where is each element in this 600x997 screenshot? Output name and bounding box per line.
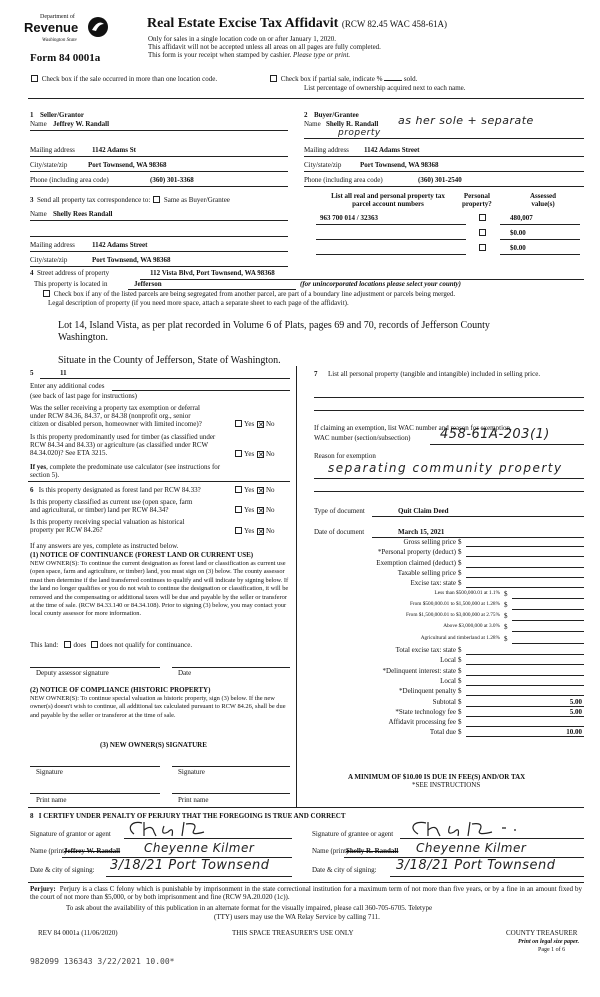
buyer-phone-line	[304, 186, 584, 187]
no-label: No	[265, 527, 275, 535]
title-text: Real Estate Excise Tax Affidavit	[147, 16, 339, 31]
dollar-sign: $	[458, 697, 462, 706]
tax-tier-label: From $500,000.01 to $1,500,000 at 1.28%	[409, 600, 500, 607]
section1-num: 1	[30, 111, 34, 119]
buyer-city-label: City/state/zip	[304, 161, 342, 169]
historic-question	[30, 518, 230, 534]
assessed-head	[530, 192, 556, 208]
washington-state-label: Washington State	[42, 38, 77, 43]
section3-label: Send all property tax correspondence to:	[37, 196, 151, 204]
dollar-sign: $	[458, 707, 462, 716]
forest-no-checkbox[interactable]: ✕	[257, 487, 264, 495]
does-not-label: does not qualify for continuance.	[99, 641, 193, 649]
amount-line	[466, 736, 584, 737]
s3-name[interactable]: Shelly Rees Randall	[53, 210, 113, 218]
seller-city-line	[30, 171, 288, 172]
amount-label: Affidavit processing fee	[388, 718, 456, 727]
buyer-mail-line	[304, 156, 584, 157]
grantor-date-city[interactable]: 3/18/21 Port Townsend	[110, 858, 270, 873]
grantor-signature[interactable]	[124, 818, 224, 840]
dollar-sign: $	[458, 558, 462, 567]
reason-label: Reason for exemption	[314, 452, 376, 460]
amount-line	[512, 620, 584, 621]
yes-label: Yes	[244, 420, 255, 428]
amount-value[interactable]: 5.00	[569, 707, 582, 716]
exemption-question	[30, 404, 230, 428]
parcel-value-3[interactable]: $0.00	[510, 244, 526, 252]
deputy-line	[30, 667, 160, 668]
perjury-label: Perjury:	[30, 885, 56, 893]
perjury-divider	[28, 882, 584, 883]
grantee-signature[interactable]	[406, 818, 536, 840]
partial-sale-row	[269, 75, 417, 83]
section4-row	[30, 269, 109, 277]
buyer-mail[interactable]: 1142 Adams Street	[364, 146, 420, 154]
grantor-sig-line	[124, 838, 292, 839]
print-label-1: Print name	[36, 796, 67, 804]
amount-line	[466, 726, 584, 727]
form-title	[147, 16, 447, 32]
dollar-sign: $	[458, 538, 462, 546]
s3-mail-label: Mailing address	[30, 241, 75, 249]
q1b: under RCW 84.36, 84.37, or 84.38 (nonprofit org., senior	[30, 412, 191, 421]
section3-num: 3	[30, 196, 34, 204]
buyer-city-line	[304, 171, 584, 172]
deputy-date-label: Date	[178, 669, 192, 677]
legal-text-2[interactable]: Washington.	[58, 332, 109, 343]
seller-name-label: Name	[30, 120, 47, 128]
personal-checkbox-1[interactable]	[479, 214, 486, 221]
notice2-heading: (2) NOTICE OF COMPLIANCE (HISTORIC PROPERTY)	[30, 686, 211, 694]
does-checkbox[interactable]	[64, 641, 71, 648]
grantee-print-label: Name (print)	[312, 847, 349, 855]
grantee-hand-name[interactable]: Cheyenne Kilmer	[416, 841, 527, 855]
cashier-stamp: 982099 136343 3/22/2021 10.00*	[30, 957, 175, 966]
multi-location-label: Check box if the sale occurred in more than one location code.	[41, 75, 218, 83]
amount-line	[466, 716, 584, 717]
q1-yes-checkbox[interactable]	[235, 420, 242, 427]
same-as-buyer-label: Same as Buyer/Grantee	[163, 196, 230, 204]
amount-label: *State technology fee	[395, 707, 456, 716]
perjury-body: Perjury is a class C felony which is punishable by imprisonment in the state correctional institution for a maximum term of not more than five years, or by a fine in an amount fixed by the court of not more than $5,000, or by both imprisonment and fine (RCW 9A.20.020 (1c)).	[30, 885, 582, 902]
deputy-label: Deputy assessor signature	[36, 669, 109, 677]
multi-location-checkbox-row	[30, 75, 217, 83]
q2-yes-no	[234, 450, 275, 458]
dollar-sign: $	[504, 589, 508, 598]
doc-date-label: Date of document	[314, 528, 365, 536]
perjury-text	[30, 885, 582, 901]
dollar-sign: $	[504, 600, 508, 609]
amount-label: *Delinquent interest: state	[382, 666, 456, 675]
grantee-date-line	[390, 876, 584, 877]
grantee-date-city[interactable]: 3/18/21 Port Townsend	[396, 858, 556, 873]
buyer-hand-note: as her sole + separate	[398, 114, 534, 127]
amount-label: Total due	[429, 728, 456, 737]
seller-name[interactable]: Jeffrey W. Randall	[53, 120, 110, 128]
doc-date-value[interactable]: March 15, 2021	[398, 528, 445, 536]
q1-yes-no	[234, 420, 275, 428]
percent-field[interactable]	[384, 80, 402, 81]
current-use-question	[30, 498, 230, 514]
s3-mail[interactable]: 1142 Adams Street	[92, 241, 148, 249]
rev-label: REV 84 0001a (11/06/2020)	[38, 929, 118, 937]
s3-name-line	[30, 220, 288, 221]
street-address[interactable]: 112 Vista Blvd, Port Townsend, WA 98368	[150, 269, 275, 277]
hist-yes-checkbox[interactable]	[235, 527, 242, 534]
dollar-sign: $	[458, 656, 462, 665]
reason-line-2	[314, 491, 584, 492]
tax-tier-label: From $1,500,000.01 to $3,000,000 at 2.75%	[405, 612, 500, 619]
segregate-checkbox[interactable]	[43, 290, 50, 297]
historic-yes-no	[234, 527, 275, 535]
amount-label: *Delinquent penalty	[399, 687, 456, 696]
new-owner-sig-heading: (3) NEW OWNER(S) SIGNATURE	[100, 741, 207, 749]
tax-tier-label: Agricultural and timberland at 1.28%	[420, 634, 500, 641]
amount-label: Exemption claimed (deduct)	[376, 558, 456, 567]
grantor-sig-label: Signature of grantor or agent	[30, 830, 111, 838]
dollar-sign: $	[504, 623, 508, 632]
form-number: Form 84 0001a	[30, 52, 101, 64]
print-line-1[interactable]	[30, 793, 160, 794]
dollar-sign: $	[458, 568, 462, 577]
amount-line	[466, 664, 584, 665]
ownership-note: List percentage of ownership acquired next to each name.	[304, 84, 466, 92]
section7-num: 7	[314, 370, 318, 378]
wac-number[interactable]: 458-61A-203(1)	[440, 427, 550, 442]
column-divider	[296, 366, 297, 808]
legal-text-1[interactable]: Lot 14, Island Vista, as per plat recorded in Volume 6 of Plats, pages 69 and 70, records of Jefferson County	[58, 320, 490, 331]
buyer-name-label: Name	[304, 120, 321, 128]
section8-num: 8	[30, 812, 34, 820]
timber-question	[30, 433, 230, 457]
amount-line	[466, 706, 584, 707]
s3-name-label: Name	[30, 210, 47, 218]
parcel-value-line-3	[500, 254, 580, 255]
amount-line	[466, 577, 584, 578]
partial-sale-label: Check box if partial sale, indicate %	[280, 75, 383, 83]
county-note: (for unincorporated locations please select your county)	[300, 280, 461, 288]
exemption-label: If claiming an exemption, list WAC number and reason for exemption.	[314, 424, 512, 432]
header-note-2: This affidavit will not be accepted unless all areas on all pages are fully completed.	[148, 43, 381, 51]
dor-logo	[22, 14, 114, 46]
section2-num: 2	[304, 111, 308, 119]
header-note-3	[148, 51, 350, 59]
does-not-checkbox[interactable]	[91, 641, 98, 648]
county-value[interactable]: Jefferson	[134, 280, 162, 288]
legal-text-3[interactable]: Situate in the County of Jefferson, State of Washington.	[58, 355, 281, 366]
parcel-head-1: List all real and personal property tax	[331, 192, 445, 200]
parcel-head	[318, 192, 458, 208]
s6-divider	[28, 481, 290, 482]
amount-line	[466, 675, 584, 676]
dor-emblem-icon	[86, 16, 110, 38]
this-land-row	[30, 641, 192, 649]
section5-num: 5	[30, 369, 34, 377]
amount-line	[512, 598, 584, 599]
alt-format-1: To ask about the availability of this publication in an alternate format for the visually impaired, please call 360-705-6705. Teletype	[66, 904, 433, 912]
dollar-sign: $	[504, 634, 508, 643]
partial-sale-checkbox[interactable]	[270, 75, 277, 82]
street-label: Street address of property	[37, 269, 110, 277]
amount-line	[466, 556, 584, 557]
this-land-label: This land:	[30, 641, 59, 649]
dollar-sign: $	[458, 548, 462, 557]
grantor-print-label: Name (print)	[30, 847, 67, 855]
forest-yes-checkbox[interactable]	[235, 486, 242, 493]
segregate-label: Check box if any of the listed parcels are being segregated from another parcel, are part of a boundary line adjustment or parcels being merged.	[53, 290, 456, 298]
amount-value[interactable]: 10.00	[566, 728, 582, 737]
section4-num: 4	[30, 269, 34, 277]
grantee-sig-label: Signature of grantee or agent	[312, 830, 394, 838]
amount-label: Local	[440, 676, 456, 685]
s3-city[interactable]: Port Townsend, WA 98368	[92, 256, 171, 264]
amount-label: *Personal property (deduct)	[377, 548, 456, 557]
personal-property-label: List all personal property (tangible and intangible) included in selling price.	[328, 370, 541, 378]
located-label: This property is located in	[34, 280, 108, 288]
forest-label: Is this property designated as forest land per RCW 84.33?	[38, 486, 201, 494]
notice2-text: NEW OWNER(S): To continue special valuation as historic property, sign (3) below. If the new owner(s) doesn't wish to continue, all additional tax calculated pursuant to RCW 84.26, shall be due and payable by the seller or transferor at the time of sale.	[30, 695, 286, 719]
wac-line	[430, 444, 584, 445]
buyer-mail-label: Mailing address	[304, 146, 349, 154]
yes-label: Yes	[244, 527, 255, 535]
q1-no-checkbox[interactable]: ✕	[257, 421, 264, 429]
minimum-note: A MINIMUM OF $10.00 IS DUE IN FEE(S) AND/OR TAX	[348, 773, 526, 781]
legal-paper: Print on legal size paper.	[518, 939, 580, 945]
parcel-number-1[interactable]: 963 700 014 / 32363	[320, 214, 378, 222]
multi-location-checkbox[interactable]	[31, 75, 38, 82]
amount-line	[512, 643, 584, 644]
amount-line	[466, 587, 584, 588]
buyer-name[interactable]: Shelly R. Randall	[326, 120, 379, 128]
dollar-sign: $	[458, 728, 462, 737]
notice1-text: NEW OWNER(S): To continue the current designation as forest land or classification as current use (open space, farm and agriculture, or timber) land, you must sign on (3) below. The county assessor must then determine if the land transferred continues to qualify and will indicate by signing below. If the land no longer qualifies or you do not wish to continue the designation or classification, it will be removed and the compensating or additional taxes will be due and payable by the seller or transferor at the time of sale. (RCW 84.33.140 or 84.34.108). Prior to signing (3) below, you may contact your local county assessor for more information.	[30, 560, 289, 618]
amount-line	[466, 695, 584, 696]
seller-mail-label: Mailing address	[30, 146, 75, 154]
grantee-print-name: Shelly R. Randall	[346, 847, 399, 855]
amount-label: Gross selling price	[403, 538, 456, 546]
buyer-phone[interactable]: (360) 301-2540	[418, 176, 462, 184]
pp-line-1[interactable]	[314, 397, 584, 398]
legal-label: Legal description of property (if you need more space, attach a separate sheet to each page of the affidavit).	[48, 299, 349, 307]
personal-head	[462, 192, 492, 208]
parcel-line-2	[316, 239, 466, 240]
current-use-yes-no	[234, 506, 275, 514]
same-as-buyer-checkbox[interactable]	[153, 196, 160, 203]
amount-line	[512, 631, 584, 632]
no-label: No	[265, 506, 275, 514]
amount-value[interactable]: 5.00	[569, 697, 582, 706]
section3-row	[30, 196, 230, 204]
amount-line	[512, 609, 584, 610]
grantor-hand-name[interactable]: Cheyenne Kilmer	[144, 841, 255, 855]
parcel-head-2: parcel account numbers	[352, 200, 424, 209]
page-number: Page 1 of 6	[538, 947, 566, 953]
yes-label: Yes	[244, 486, 255, 494]
amount-line	[466, 654, 584, 655]
dollar-sign: $	[458, 646, 462, 654]
grantor-date-line	[106, 876, 292, 877]
personal-head-2: property?	[462, 200, 492, 209]
amount-line	[466, 567, 584, 568]
q3b: section 5).	[30, 471, 60, 480]
wac-label: WAC number (section/subsection)	[314, 434, 411, 442]
buyer-heading: Buyer/Grantee	[314, 111, 359, 119]
cu-a: Is this property classified as current use (open space, farm	[30, 498, 193, 506]
doc-type-label: Type of document	[314, 507, 365, 515]
amount-line	[466, 685, 584, 686]
seller-mail[interactable]: 1142 Adams St	[92, 146, 136, 154]
assessed-head-1: Assessed	[530, 192, 557, 200]
additional-codes-label: Enter any additional codes	[30, 382, 105, 390]
yes-label: Yes	[244, 506, 255, 514]
buyer-name-line	[304, 138, 584, 139]
county-treasurer: COUNTY TREASURER	[506, 929, 578, 937]
sold-label: sold.	[403, 75, 418, 83]
dollar-sign: $	[458, 676, 462, 685]
s3-blank-line	[30, 236, 288, 237]
s3-mail-line	[30, 251, 288, 252]
hist-no-checkbox[interactable]: ✕	[257, 528, 264, 536]
doc-type-line	[372, 516, 584, 517]
q2-no-checkbox[interactable]: ✕	[257, 451, 264, 459]
yes-label: Yes	[244, 450, 255, 458]
tax-tier-label: Less than $500,000.01 at 1.1%	[434, 589, 500, 596]
dollar-sign: $	[458, 687, 462, 696]
buyer-phone-label: Phone (including area code)	[304, 176, 383, 184]
parcel-value-1[interactable]: 480,007	[510, 214, 533, 222]
calculator-note	[30, 463, 280, 479]
amount-line	[466, 546, 584, 547]
seller-city[interactable]: Port Townsend, WA 98368	[88, 161, 167, 169]
grantor-date-label: Date & city of signing:	[30, 866, 95, 874]
q1a: Was the seller receiving a property tax exemption or deferral	[30, 404, 200, 412]
land-use-line	[40, 378, 290, 379]
seller-heading: Seller/Grantor	[40, 111, 84, 119]
grantor-print-name: Jeffrey W. Randall	[64, 847, 121, 855]
certify-label: I CERTIFY UNDER PENALTY OF PERJURY THAT THE FOREGOING IS TRUE AND CORRECT	[38, 812, 346, 820]
seller-phone-line	[30, 186, 288, 187]
header-divider	[28, 98, 584, 99]
parcel-value-line-2	[500, 239, 580, 240]
buyer-hand-note-2: property	[338, 128, 381, 138]
buyer-city[interactable]: Port Townsend, WA 98368	[360, 161, 439, 169]
dollar-sign: $	[458, 666, 462, 675]
type-or-print-note: Please type or print.	[293, 51, 351, 59]
no-label: No	[265, 450, 275, 458]
seller-name-line	[30, 130, 288, 131]
forest-question	[30, 486, 201, 494]
section6-num: 6	[30, 486, 34, 494]
s3-city-label: City/state/zip	[30, 256, 68, 264]
no-label: No	[265, 486, 275, 494]
hist-b: property per RCW 84.26?	[30, 526, 103, 535]
print-label-2: Print name	[178, 796, 209, 804]
dollar-sign: $	[504, 612, 508, 621]
sig-label-1: Signature	[36, 768, 63, 776]
forest-yes-no	[234, 486, 275, 494]
doc-type-value[interactable]: Quit Claim Deed	[398, 507, 449, 515]
amount-label: Excise tax: state	[410, 579, 456, 588]
cu-b: and agricultural, or timber) land per RCW 84.34?	[30, 506, 169, 515]
title-ref: (RCW 82.45 WAC 458-61A)	[341, 19, 448, 29]
see-instructions: *SEE INSTRUCTIONS	[412, 781, 481, 789]
land-use-code[interactable]: 11	[60, 369, 67, 377]
print-line-2[interactable]	[172, 793, 290, 794]
reason-value[interactable]: separating community property	[328, 461, 563, 475]
cu-no-checkbox[interactable]: ✕	[257, 507, 264, 515]
header-note-1: Only for sales in a single location code on or after January 1, 2020.	[148, 35, 336, 43]
segregate-row	[42, 290, 455, 298]
parcel-line-3	[316, 254, 466, 255]
sig-label-2: Signature	[178, 768, 205, 776]
personal-head-1: Personal	[463, 192, 490, 200]
q2c: 84.34.020)? See ETA 3215.	[30, 449, 108, 458]
dollar-sign: $	[458, 718, 462, 727]
revenue-label: Revenue	[24, 20, 79, 35]
see-back-label: (see back of last page for instructions)	[30, 392, 137, 400]
s3-city-line	[30, 266, 288, 267]
if-any-note: If any answers are yes, complete as instructed below.	[30, 542, 179, 550]
q1c: citizen or disabled person, homeowner with limited income)?	[30, 420, 202, 429]
pp-line-2[interactable]	[314, 410, 584, 411]
cu-yes-checkbox[interactable]	[235, 506, 242, 513]
grantee-sig-line	[400, 838, 584, 839]
seller-phone-label: Phone (including area code)	[30, 176, 109, 184]
q2b: RCW 84.34 and 84.33) or agriculture (as classified under RCW	[30, 441, 209, 450]
amount-label: Subtotal	[432, 697, 456, 706]
s8-divider	[28, 807, 584, 808]
sig-line-1[interactable]	[30, 766, 160, 767]
seller-phone[interactable]: (360) 301-3368	[150, 176, 194, 184]
grantee-date-label: Date & city of signing:	[312, 866, 377, 874]
treasurer-only: THIS SPACE TREASURER'S USE ONLY	[232, 929, 354, 937]
additional-codes-line	[112, 390, 290, 391]
seller-city-label: City/state/zip	[30, 161, 68, 169]
dept-of-label: Department of	[40, 14, 75, 20]
alt-format-2: (TTY) users may use the WA Relay Service by calling 711.	[214, 913, 380, 921]
parcel-value-line-1	[500, 224, 580, 225]
assessed-head-2: value(s)	[531, 200, 555, 209]
q2a: Is this property predominantly used for timber (as classified under	[30, 433, 216, 441]
q3a: If yes, complete the predominate use calculator (see instructions for	[30, 463, 221, 471]
deputy-date-line	[172, 667, 290, 668]
does-label: does	[73, 641, 87, 649]
dollar-sign: $	[458, 579, 462, 588]
notice1-heading: (1) NOTICE OF CONTINUANCE (FOREST LAND OR CURRENT USE)	[30, 551, 254, 559]
q2-yes-checkbox[interactable]	[235, 450, 242, 457]
amount-label: Local	[440, 656, 456, 665]
amount-label: Total excise tax: state	[395, 646, 456, 654]
hist-a: Is this property receiving special valuation as historical	[30, 518, 185, 526]
seller-mail-line	[30, 156, 288, 157]
personal-checkbox-2[interactable]	[479, 229, 486, 236]
no-label: No	[265, 420, 275, 428]
personal-checkbox-3[interactable]	[479, 244, 486, 251]
tax-tier-label: Above $3,000,000 at 3.0%	[443, 623, 500, 630]
sig-line-2[interactable]	[172, 766, 290, 767]
parcel-line-1	[316, 224, 466, 225]
receipt-note: This form is your receipt when stamped by cashier.	[148, 51, 292, 59]
parcel-value-2[interactable]: $0.00	[510, 229, 526, 237]
amount-label: Taxable selling price	[397, 568, 456, 577]
reason-line-1	[314, 478, 584, 479]
